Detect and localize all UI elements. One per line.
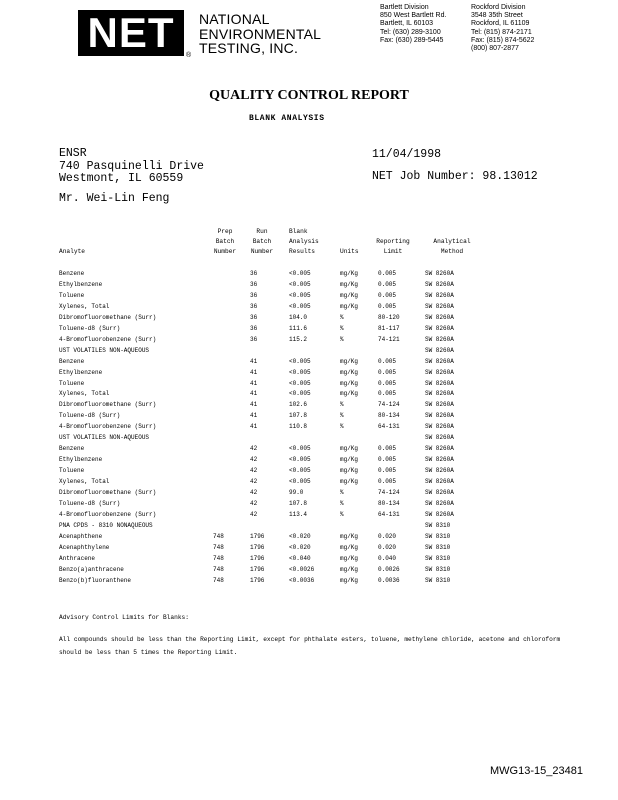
cell-limit: 74-124 — [378, 401, 400, 409]
cell-method: SW 8260A — [425, 499, 454, 507]
bartlett-division-address — [380, 4, 446, 45]
address-line: Tel: (630) 289-3100 — [380, 28, 441, 36]
cell-batch: 41 — [250, 412, 258, 420]
cell-method: SW 8260A — [425, 456, 454, 464]
header-line: Results — [289, 248, 315, 255]
table-row — [0, 445, 618, 456]
header-line: Number — [250, 248, 274, 255]
cell-limit: 74-124 — [378, 489, 400, 496]
cell-batch: 42 — [250, 445, 258, 453]
cell-method: SW 8260A — [425, 434, 454, 442]
cell-limit: 80-120 — [378, 313, 400, 321]
cell-method: SW 8260A — [425, 357, 454, 365]
cell-name: 4-Bromofluorobenzene (Surr) — [59, 335, 157, 343]
cell-result: <0.005 — [289, 390, 311, 398]
cell-units: % — [340, 313, 344, 321]
cell-method: SW 8260A — [425, 390, 454, 398]
table-row — [0, 314, 618, 325]
cell-limit: 81-117 — [378, 324, 400, 332]
cell-method: SW 8260A — [425, 412, 454, 420]
cell-result: <0.040 — [289, 554, 311, 562]
table-row — [0, 347, 618, 358]
cell-method: SW 8310 — [425, 532, 451, 540]
cell-method: SW 8260A — [425, 510, 454, 518]
cell-name: PNA CPDS - 8310 NONAQUEOUS — [59, 521, 153, 529]
cell-name: 4-Bromofluorobenzene (Surr) — [59, 510, 157, 518]
cell-prep: 748 — [213, 543, 224, 551]
cell-units: mg/Kg — [340, 576, 359, 584]
cell-units: % — [340, 489, 344, 496]
report-subtitle: BLANK ANALYSIS — [249, 114, 325, 123]
header-line: Limit — [383, 248, 403, 255]
cell-batch: 41 — [250, 379, 258, 387]
cell-name: Ethylbenzene — [59, 456, 103, 464]
cell-limit: 0.0036 — [378, 576, 400, 584]
cell-method: SW 8310 — [425, 576, 451, 584]
cell-result: <0.020 — [289, 543, 311, 551]
cell-limit: 0.005 — [378, 357, 397, 365]
header-prep-batch — [210, 227, 240, 257]
company-line: NATIONAL — [199, 11, 270, 27]
cell-name: Toluene — [59, 379, 85, 387]
table-row — [0, 522, 618, 533]
cell-units: mg/Kg — [340, 390, 359, 398]
cell-method: SW 8260A — [425, 291, 454, 299]
cell-units: mg/Kg — [340, 565, 359, 573]
cell-method: SW 8310 — [425, 521, 451, 529]
cell-method: SW 8260A — [425, 379, 454, 387]
cell-limit: 0.005 — [378, 368, 397, 376]
cell-name: Ethylbenzene — [59, 280, 103, 288]
cell-batch: 36 — [250, 270, 258, 277]
cell-method: SW 8260A — [425, 302, 454, 310]
header-line: Number — [213, 248, 237, 255]
cell-name: Benzene — [59, 357, 85, 365]
header-line: Analysis — [289, 238, 319, 245]
cell-method: SW 8260A — [425, 368, 454, 376]
cell-name: 4-Bromofluorobenzene (Surr) — [59, 423, 157, 431]
cell-name: Toluene-d8 (Surr) — [59, 324, 121, 332]
attention-name: Mr. Wei-Lin Feng — [59, 192, 170, 205]
table-row — [0, 566, 618, 577]
cell-name: Benzene — [59, 270, 85, 277]
cell-name: UST VOLATILES NON-AQUEOUS — [59, 346, 150, 354]
header-line: Run — [256, 228, 268, 235]
cell-name: Anthracene — [59, 554, 96, 562]
table-row — [0, 467, 618, 478]
address-line: 850 West Bartlett Rd. — [380, 12, 447, 20]
cell-units: mg/Kg — [340, 357, 359, 365]
table-row — [0, 489, 618, 500]
header-line: Batch — [215, 238, 235, 245]
header-analyte: Analyte — [59, 248, 85, 255]
cell-result: 113.4 — [289, 510, 308, 518]
cell-limit: 74-121 — [378, 335, 400, 343]
cell-result: <0.005 — [289, 302, 311, 310]
client-line: Westmont, IL 60559 — [59, 172, 184, 185]
table-row — [0, 270, 618, 281]
cell-result: 107.8 — [289, 499, 308, 507]
table-row — [0, 478, 618, 489]
cell-units: mg/Kg — [340, 543, 359, 551]
cell-limit: 0.020 — [378, 543, 397, 551]
table-row — [0, 380, 618, 391]
cell-name: Acenaphthylene — [59, 543, 110, 551]
cell-batch: 41 — [250, 423, 258, 431]
cell-name: Benzo(a)anthracene — [59, 565, 124, 573]
cell-result: <0.005 — [289, 280, 311, 288]
header-line: Analytical — [433, 238, 471, 245]
cell-limit: 0.005 — [378, 270, 397, 277]
cell-result: <0.005 — [289, 456, 311, 464]
table-row — [0, 533, 618, 544]
cell-batch: 42 — [250, 510, 258, 518]
cell-method: SW 8260A — [425, 401, 454, 409]
header-units: Units — [340, 248, 359, 255]
address-line: Bartlett, IL 60103 — [380, 20, 434, 28]
table-row — [0, 325, 618, 336]
cell-limit: 0.040 — [378, 554, 397, 562]
cell-batch: 41 — [250, 357, 258, 365]
cell-batch: 41 — [250, 390, 258, 398]
cell-limit: 80-134 — [378, 499, 400, 507]
cell-result: <0.0026 — [289, 565, 315, 573]
client-address — [59, 148, 204, 186]
cell-batch: 1796 — [250, 543, 265, 551]
table-row — [0, 434, 618, 445]
table-row — [0, 423, 618, 434]
cell-method: SW 8260A — [425, 445, 454, 453]
cell-result: 102.6 — [289, 401, 308, 409]
cell-batch: 36 — [250, 324, 258, 332]
address-line: Fax: (815) 874-5622 — [471, 36, 535, 44]
cell-limit: 0.020 — [378, 532, 397, 540]
cell-method: SW 8260A — [425, 335, 454, 343]
cell-method: SW 8260A — [425, 423, 454, 431]
cell-name: Dibromofluoromethane (Surr) — [59, 401, 157, 409]
cell-batch: 42 — [250, 499, 258, 507]
cell-result: 107.8 — [289, 412, 308, 420]
cell-method: SW 8260A — [425, 346, 454, 354]
cell-batch: 1796 — [250, 565, 265, 573]
header-line: Blank — [289, 228, 308, 235]
cell-units: % — [340, 412, 344, 420]
header-analytical-method — [425, 237, 479, 257]
cell-batch: 42 — [250, 478, 258, 486]
table-row — [0, 358, 618, 369]
cell-result: <0.005 — [289, 270, 311, 277]
header-line: Method — [440, 248, 464, 255]
cell-limit: 0.005 — [378, 456, 397, 464]
table-row — [0, 292, 618, 303]
cell-name: Xylenes, Total — [59, 390, 110, 398]
cell-name: Ethylbenzene — [59, 368, 103, 376]
job-number: NET Job Number: 98.13012 — [372, 170, 538, 183]
address-line: Rockford, IL 61109 — [471, 20, 530, 28]
table-row — [0, 456, 618, 467]
table-row — [0, 281, 618, 292]
company-name — [199, 12, 321, 56]
cell-limit: 80-134 — [378, 412, 400, 420]
cell-name: Dibromofluoromethane (Surr) — [59, 313, 157, 321]
cell-prep: 748 — [213, 565, 224, 573]
header-line: Batch — [252, 238, 272, 245]
cell-name: Toluene — [59, 467, 85, 475]
cell-name: Xylenes, Total — [59, 302, 110, 310]
cell-result: <0.0036 — [289, 576, 315, 584]
cell-units: mg/Kg — [340, 379, 359, 387]
cell-result: <0.005 — [289, 368, 311, 376]
address-line: Rockford Division — [471, 4, 526, 11]
cell-method: SW 8260A — [425, 489, 454, 496]
cell-batch: 41 — [250, 368, 258, 376]
report-title: QUALITY CONTROL REPORT — [209, 88, 409, 103]
cell-units: mg/Kg — [340, 467, 359, 475]
table-row — [0, 500, 618, 511]
cell-batch: 1796 — [250, 554, 265, 562]
header-run-batch — [247, 227, 277, 257]
cell-name: Dibromofluoromethane (Surr) — [59, 489, 157, 496]
cell-batch: 36 — [250, 302, 258, 310]
client-line: 740 Pasquinelli Drive — [59, 159, 204, 173]
address-line: Tel: (815) 874-2171 — [471, 28, 532, 36]
table-row — [0, 555, 618, 566]
cell-result: <0.005 — [289, 357, 311, 365]
cell-result: 111.6 — [289, 324, 308, 332]
cell-units: % — [340, 510, 344, 518]
company-line: ENVIRONMENTAL — [199, 25, 322, 42]
cell-batch: 36 — [250, 335, 258, 343]
cell-result: <0.005 — [289, 467, 311, 475]
cell-prep: 748 — [213, 576, 224, 584]
address-line: (800) 807-2877 — [471, 45, 519, 53]
table-row — [0, 412, 618, 423]
table-row — [0, 401, 618, 412]
cell-method: SW 8260A — [425, 280, 454, 288]
cell-limit: 0.005 — [378, 467, 397, 475]
cell-batch: 42 — [250, 456, 258, 464]
cell-units: mg/Kg — [340, 280, 359, 288]
cell-units: % — [340, 335, 344, 343]
cell-result: 99.0 — [289, 489, 304, 496]
net-logo: NET — [78, 10, 184, 56]
table-row — [0, 577, 618, 588]
cell-limit: 0.005 — [378, 379, 397, 387]
cell-method: SW 8310 — [425, 565, 451, 573]
cell-batch: 42 — [250, 489, 258, 496]
cell-batch: 1796 — [250, 532, 265, 540]
table-row — [0, 544, 618, 555]
report-date: 11/04/1998 — [372, 148, 442, 161]
cell-result: 104.0 — [289, 313, 308, 321]
cell-name: Toluene-d8 (Surr) — [59, 499, 121, 507]
cell-prep: 748 — [213, 532, 224, 540]
cell-units: mg/Kg — [340, 368, 359, 376]
cell-prep: 748 — [213, 554, 224, 562]
cell-units: % — [340, 401, 344, 409]
header-line: Reporting — [376, 238, 410, 245]
table-row — [0, 511, 618, 522]
cell-result: <0.005 — [289, 478, 311, 486]
document-id: MWG13-15_23481 — [490, 765, 583, 777]
cell-method: SW 8260A — [425, 324, 454, 332]
cell-limit: 0.005 — [378, 445, 397, 453]
cell-units: mg/Kg — [340, 478, 359, 486]
cell-method: SW 8260A — [425, 313, 454, 321]
header-line: Prep — [217, 228, 233, 235]
table-row — [0, 303, 618, 314]
table-row — [0, 336, 618, 347]
cell-batch: 41 — [250, 401, 258, 409]
cell-method: SW 8260A — [425, 270, 454, 277]
table-row — [0, 390, 618, 401]
header-blank-results — [289, 227, 319, 257]
cell-units: mg/Kg — [340, 302, 359, 310]
cell-name: Acenaphthene — [59, 532, 103, 540]
cell-name: Toluene — [59, 291, 85, 299]
cell-name: UST VOLATILES NON-AQUEOUS — [59, 434, 150, 442]
cell-limit: 0.005 — [378, 280, 397, 288]
cell-units: mg/Kg — [340, 445, 359, 453]
cell-units: mg/Kg — [340, 532, 359, 540]
cell-units: % — [340, 324, 344, 332]
address-line: 3548 35th Street — [471, 12, 523, 20]
cell-batch: 36 — [250, 313, 258, 321]
rockford-division-address — [471, 4, 534, 53]
cell-name: Benzene — [59, 445, 85, 453]
cell-units: % — [340, 499, 344, 507]
cell-result: <0.020 — [289, 532, 311, 540]
cell-batch: 36 — [250, 280, 258, 288]
cell-method: SW 8260A — [425, 478, 454, 486]
cell-limit: 64-131 — [378, 423, 400, 431]
cell-limit: 64-131 — [378, 510, 400, 518]
cell-method: SW 8260A — [425, 467, 454, 475]
advisory-note: All compounds should be less than the Reporting Limit, except for phthalate esters, toluene, methylene chloride, acetone and chloroform should be less than 5 times the Reporting Limit. — [59, 636, 561, 656]
cell-result: 115.2 — [289, 335, 308, 343]
address-line: Bartlett Division — [380, 4, 429, 11]
client-line: ENSR — [59, 147, 87, 160]
address-line: Fax: (630) 289-5445 — [380, 36, 444, 44]
cell-limit: 0.005 — [378, 291, 397, 299]
cell-units: % — [340, 423, 344, 431]
cell-limit: 0.005 — [378, 390, 397, 398]
cell-batch: 42 — [250, 467, 258, 475]
table-row — [0, 369, 618, 380]
cell-units: mg/Kg — [340, 554, 359, 562]
cell-limit: 0.005 — [378, 302, 397, 310]
cell-units: mg/Kg — [340, 456, 359, 464]
advisory-heading: Advisory Control Limits for Blanks: — [59, 614, 189, 621]
cell-limit: 0.0026 — [378, 565, 400, 573]
cell-limit: 0.005 — [378, 478, 397, 486]
cell-result: <0.005 — [289, 445, 311, 453]
cell-units: mg/Kg — [340, 270, 359, 277]
cell-units: mg/Kg — [340, 291, 359, 299]
cell-name: Toluene-d8 (Surr) — [59, 412, 121, 420]
cell-result: <0.005 — [289, 291, 311, 299]
header-reporting-limit — [370, 237, 416, 257]
cell-batch: 1796 — [250, 576, 265, 584]
cell-name: Xylenes, Total — [59, 478, 110, 486]
cell-method: SW 8310 — [425, 554, 451, 562]
cell-method: SW 8310 — [425, 543, 451, 551]
registered-mark: ® — [186, 52, 192, 59]
cell-name: Benzo(b)fluoranthene — [59, 576, 132, 584]
cell-result: <0.005 — [289, 379, 311, 387]
company-line: TESTING, INC. — [199, 40, 299, 56]
cell-batch: 36 — [250, 291, 258, 299]
cell-result: 110.8 — [289, 423, 308, 431]
